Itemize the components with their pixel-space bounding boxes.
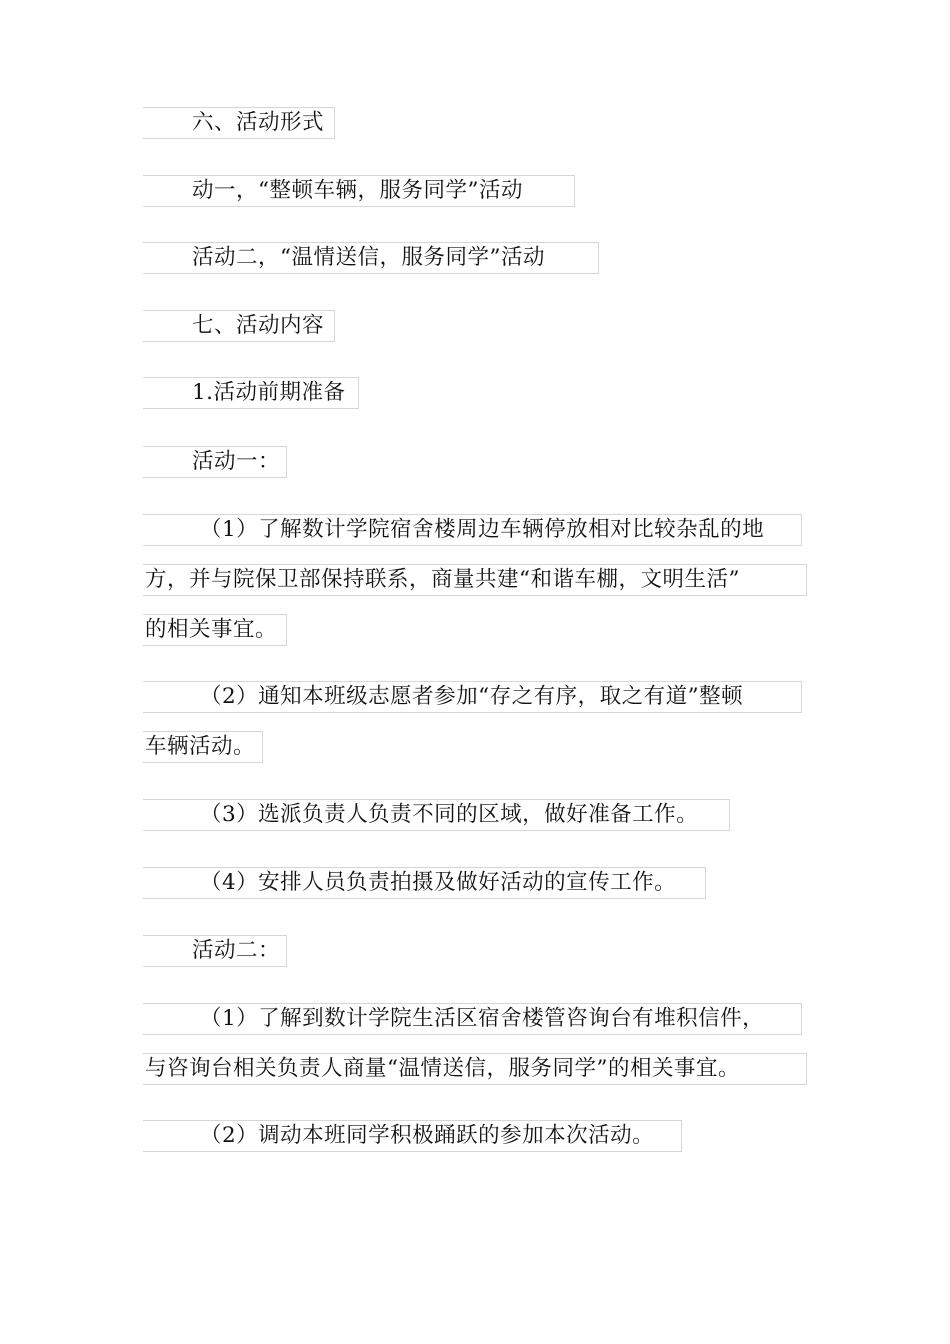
paragraph-line: （3）选派负责人负责不同的区域，做好准备工作。 [143,799,730,831]
activity-label: 活动二： [143,935,287,967]
paragraph-line: （2）通知本班级志愿者参加“存之有序，取之有道”整顿 [143,681,802,713]
paragraph-line: 方，并与院保卫部保持联系，商量共建“和谐车棚，文明生活” [143,564,807,596]
paragraph-line: （1）了解到数计学院生活区宿舍楼管咨询台有堆积信件， [143,1003,802,1035]
section-heading-activity-form: 六、活动形式 [143,107,335,139]
activity-label: 活动一： [143,446,287,478]
paragraph-line: 活动二，“温情送信，服务同学”活动 [143,242,599,274]
paragraph-line: 动一，“整顿车辆，服务同学”活动 [143,175,575,207]
subsection-heading: 1.活动前期准备 [143,377,359,409]
paragraph-line: （2）调动本班同学积极踊跃的参加本次活动。 [143,1120,682,1152]
paragraph-line: 车辆活动。 [143,731,263,763]
paragraph-line: 的相关事宜。 [143,614,287,646]
paragraph-line: 与咨询台相关负责人商量“温情送信，服务同学”的相关事宜。 [143,1053,807,1085]
paragraph-line: （1）了解数计学院宿舍楼周边车辆停放相对比较杂乱的地 [143,514,802,546]
section-heading-activity-content: 七、活动内容 [143,310,335,342]
paragraph-line: （4）安排人员负责拍摄及做好活动的宣传工作。 [143,867,706,899]
